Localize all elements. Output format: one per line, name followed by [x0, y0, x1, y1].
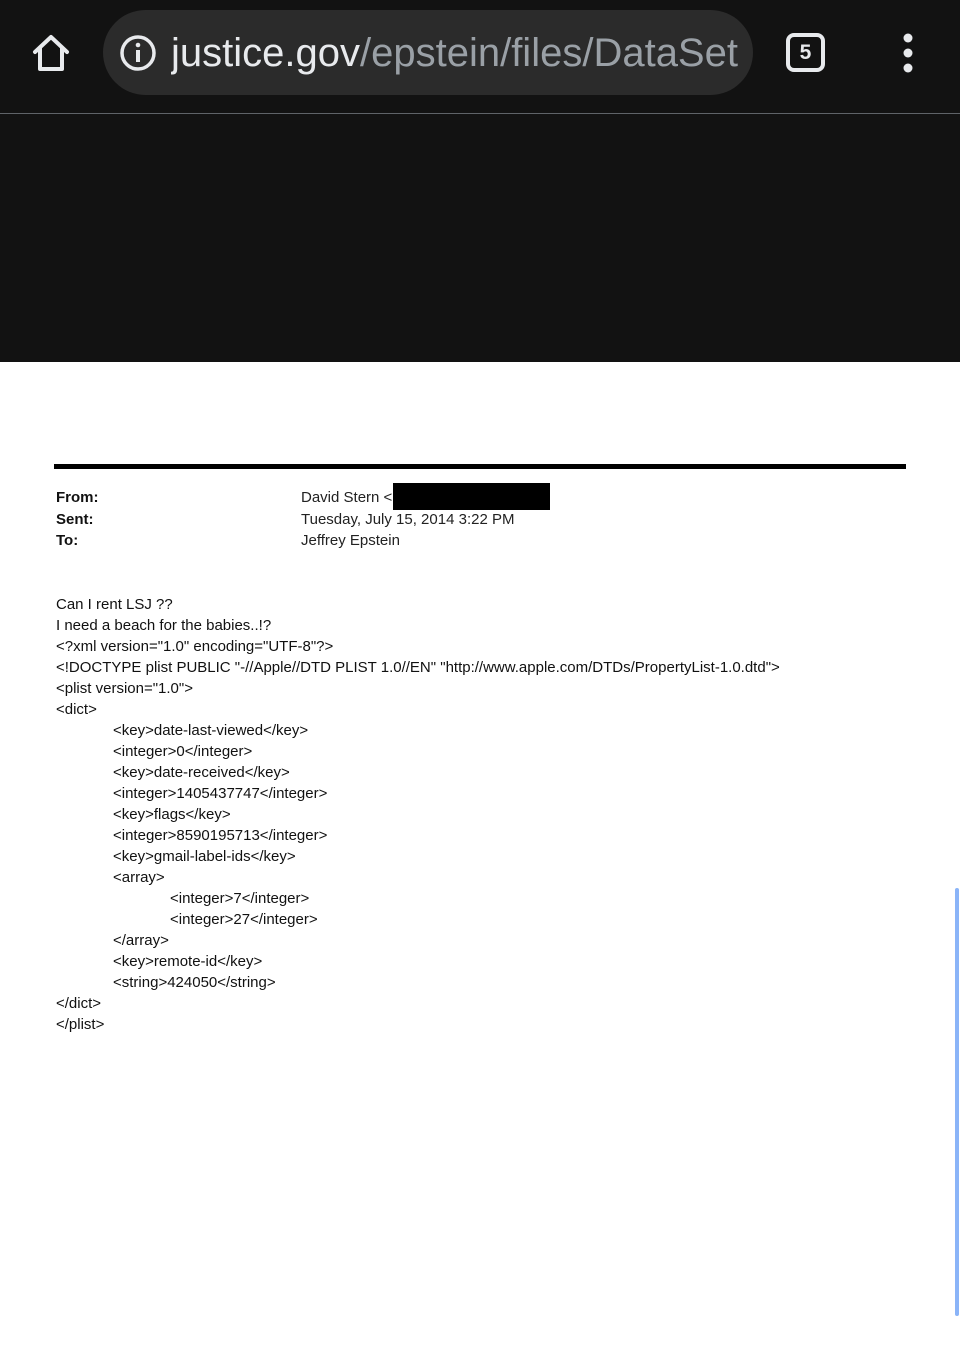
home-button[interactable] — [22, 24, 80, 82]
url-text[interactable] — [171, 28, 739, 78]
email-body — [56, 594, 936, 1035]
body-line: </dict> — [56, 995, 102, 1012]
body-line: Can I rent LSJ ?? — [56, 596, 173, 613]
document-page — [0, 362, 960, 1347]
redaction-block — [393, 483, 550, 510]
tab-switcher-button[interactable] — [786, 33, 825, 72]
body-line: </array> — [113, 932, 169, 949]
sent-value: Tuesday, July 15, 2014 3:22 PM — [301, 511, 515, 528]
document-viewer-header — [0, 114, 960, 362]
body-line: <key>date-received</key> — [113, 764, 290, 781]
to-value: Jeffrey Epstein — [301, 532, 400, 549]
body-line: </plist> — [56, 1016, 105, 1033]
body-line: <key>remote-id</key> — [113, 953, 263, 970]
scrollbar-thumb[interactable] — [955, 888, 959, 1316]
body-line: <integer>27</integer> — [170, 911, 318, 928]
body-line: <integer>8590195713</integer> — [113, 827, 328, 844]
info-icon[interactable] — [119, 34, 157, 72]
home-icon — [29, 31, 73, 75]
body-line: <array> — [113, 869, 165, 886]
body-line: <integer>0</integer> — [113, 743, 253, 760]
body-line: <integer>1405437747</integer> — [113, 785, 328, 802]
sent-label: Sent: — [56, 511, 94, 528]
more-vert-icon[interactable] — [890, 30, 926, 76]
browser-toolbar — [0, 0, 960, 113]
body-line: <key>gmail-label-ids</key> — [113, 848, 296, 865]
body-line: <string>424050</string> — [113, 974, 276, 991]
from-label: From: — [56, 489, 99, 506]
body-line: I need a beach for the babies..!? — [56, 617, 272, 634]
tab-count: 5 — [799, 40, 812, 64]
body-line: <key>flags</key> — [113, 806, 231, 823]
from-value: David Stern < — [301, 489, 393, 506]
body-line: <dict> — [56, 701, 97, 718]
address-bar[interactable] — [103, 10, 753, 95]
body-line: <integer>7</integer> — [170, 890, 310, 907]
body-line: <?xml version="1.0" encoding="UTF-8"?> — [56, 638, 334, 655]
url-path: /epstein/files/DataSet — [359, 31, 738, 75]
body-line: <plist version="1.0"> — [56, 680, 193, 697]
to-label: To: — [56, 532, 79, 549]
body-line: <key>date-last-viewed</key> — [113, 722, 309, 739]
body-line: <!DOCTYPE plist PUBLIC "-//Apple//DTD PLIST 1.0//EN" "http://www.apple.com/DTDs/PropertyList-1.0.dtd"> — [56, 659, 780, 676]
header-rule — [54, 464, 906, 469]
url-domain: justice.gov — [171, 31, 360, 75]
